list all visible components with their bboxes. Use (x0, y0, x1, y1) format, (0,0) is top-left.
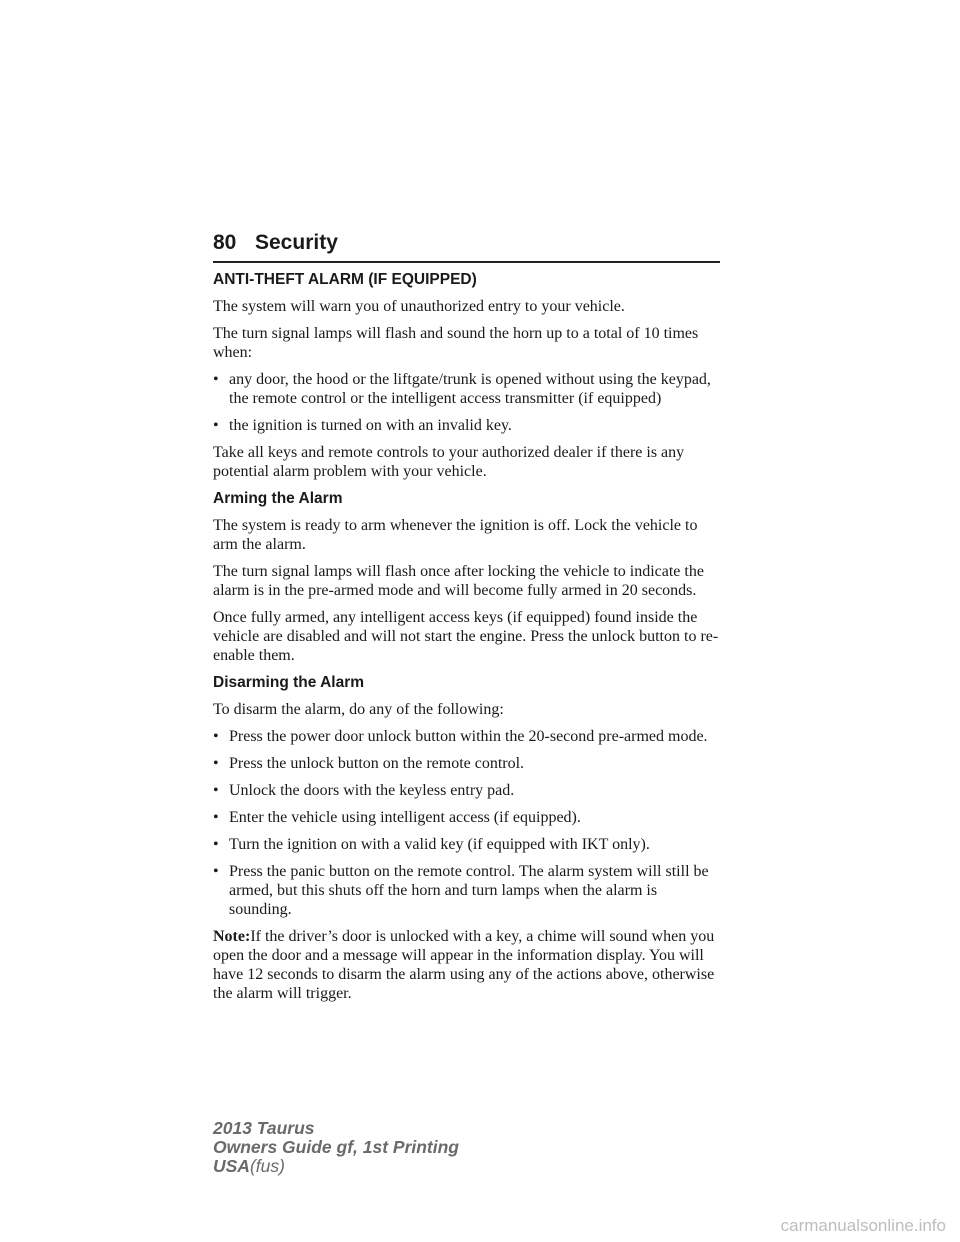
list-item-text: Unlock the doors with the keyless entry pad. (229, 782, 515, 799)
anti-theft-lead: The turn signal lamps will flash and sound the horn up to a total of 10 times when: (213, 325, 699, 361)
anti-theft-heading: ANTI-THEFT ALARM (IF EQUIPPED) (213, 271, 477, 288)
footer-model: 2013 Taurus (213, 1118, 315, 1138)
bullet-icon: • (213, 809, 219, 826)
anti-theft-intro: The system will warn you of unauthorized entry to your vehicle. (213, 298, 625, 315)
footer-market: USA (213, 1156, 250, 1176)
arming-paragraph: The turn signal lamps will flash once after locking the vehicle to indicate the alarm is in the pre-armed mode and will become fully armed in 20 seconds. (213, 563, 704, 599)
page-content (213, 270, 720, 1011)
list-item-text: Enter the vehicle using intelligent access (if equipped). (229, 809, 581, 826)
list-item (213, 727, 720, 746)
bullet-icon: • (213, 782, 219, 799)
bullet-icon: • (213, 755, 219, 772)
bullet-icon: • (213, 728, 219, 745)
watermark: carmanualsonline.info (780, 1216, 946, 1235)
list-item (213, 370, 720, 408)
bullet-icon: • (213, 863, 219, 880)
bullet-icon: • (213, 836, 219, 853)
list-item-text: Press the unlock button on the remote control. (229, 755, 525, 772)
bullet-icon: • (213, 371, 219, 388)
anti-theft-closing: Take all keys and remote controls to your authorized dealer if there is any potential alarm problem with your vehicle. (213, 444, 685, 480)
arming-heading: Arming the Alarm (213, 490, 343, 507)
note-label: Note: (213, 928, 251, 945)
note-paragraph (213, 927, 720, 1003)
footer-market-code: (fus) (249, 1156, 285, 1176)
anti-theft-list (213, 370, 720, 435)
section-title: Security (255, 231, 338, 254)
list-item (213, 808, 720, 827)
disarming-heading: Disarming the Alarm (213, 674, 365, 691)
page-number: 80 (213, 231, 237, 254)
list-item-text: Press the power door unlock button within the 20-second pre-armed mode. (229, 728, 708, 745)
bullet-icon: • (213, 417, 219, 434)
list-item-text: Press the panic button on the remote control. The alarm system will still be armed, but this shuts off the horn and turn lamps when the alarm is sounding. (229, 863, 709, 918)
list-item-text: any door, the hood or the liftgate/trunk is opened without using the keypad, the remote control or the intelligent access transmitter (if equipped) (229, 371, 711, 407)
list-item (213, 781, 720, 800)
list-item (213, 416, 720, 435)
list-item (213, 754, 720, 773)
page-header (213, 229, 720, 263)
list-item (213, 862, 720, 919)
list-item-text: the ignition is turned on with an invalid key. (229, 417, 512, 434)
arming-paragraph: Once fully armed, any intelligent access keys (if equipped) found inside the vehicle are disabled and will not start the engine. Press the unlock button to re-enable them. (213, 609, 719, 664)
footer-guide: Owners Guide gf, 1st Printing (213, 1137, 459, 1157)
disarming-lead: To disarm the alarm, do any of the following: (213, 701, 504, 718)
disarming-list (213, 727, 720, 919)
page-footer (213, 1119, 459, 1176)
list-item-text: Turn the ignition on with a valid key (if equipped with IKT only). (229, 836, 650, 853)
arming-paragraph: The system is ready to arm whenever the ignition is off. Lock the vehicle to arm the alarm. (213, 517, 698, 553)
list-item (213, 835, 720, 854)
note-text: If the driver’s door is unlocked with a key, a chime will sound when you open the door and a message will appear in the information display. You will have 12 seconds to disarm the alarm using any of the actions above, otherwise the alarm will trigger. (213, 928, 715, 1002)
footer-market-line (213, 1157, 459, 1176)
